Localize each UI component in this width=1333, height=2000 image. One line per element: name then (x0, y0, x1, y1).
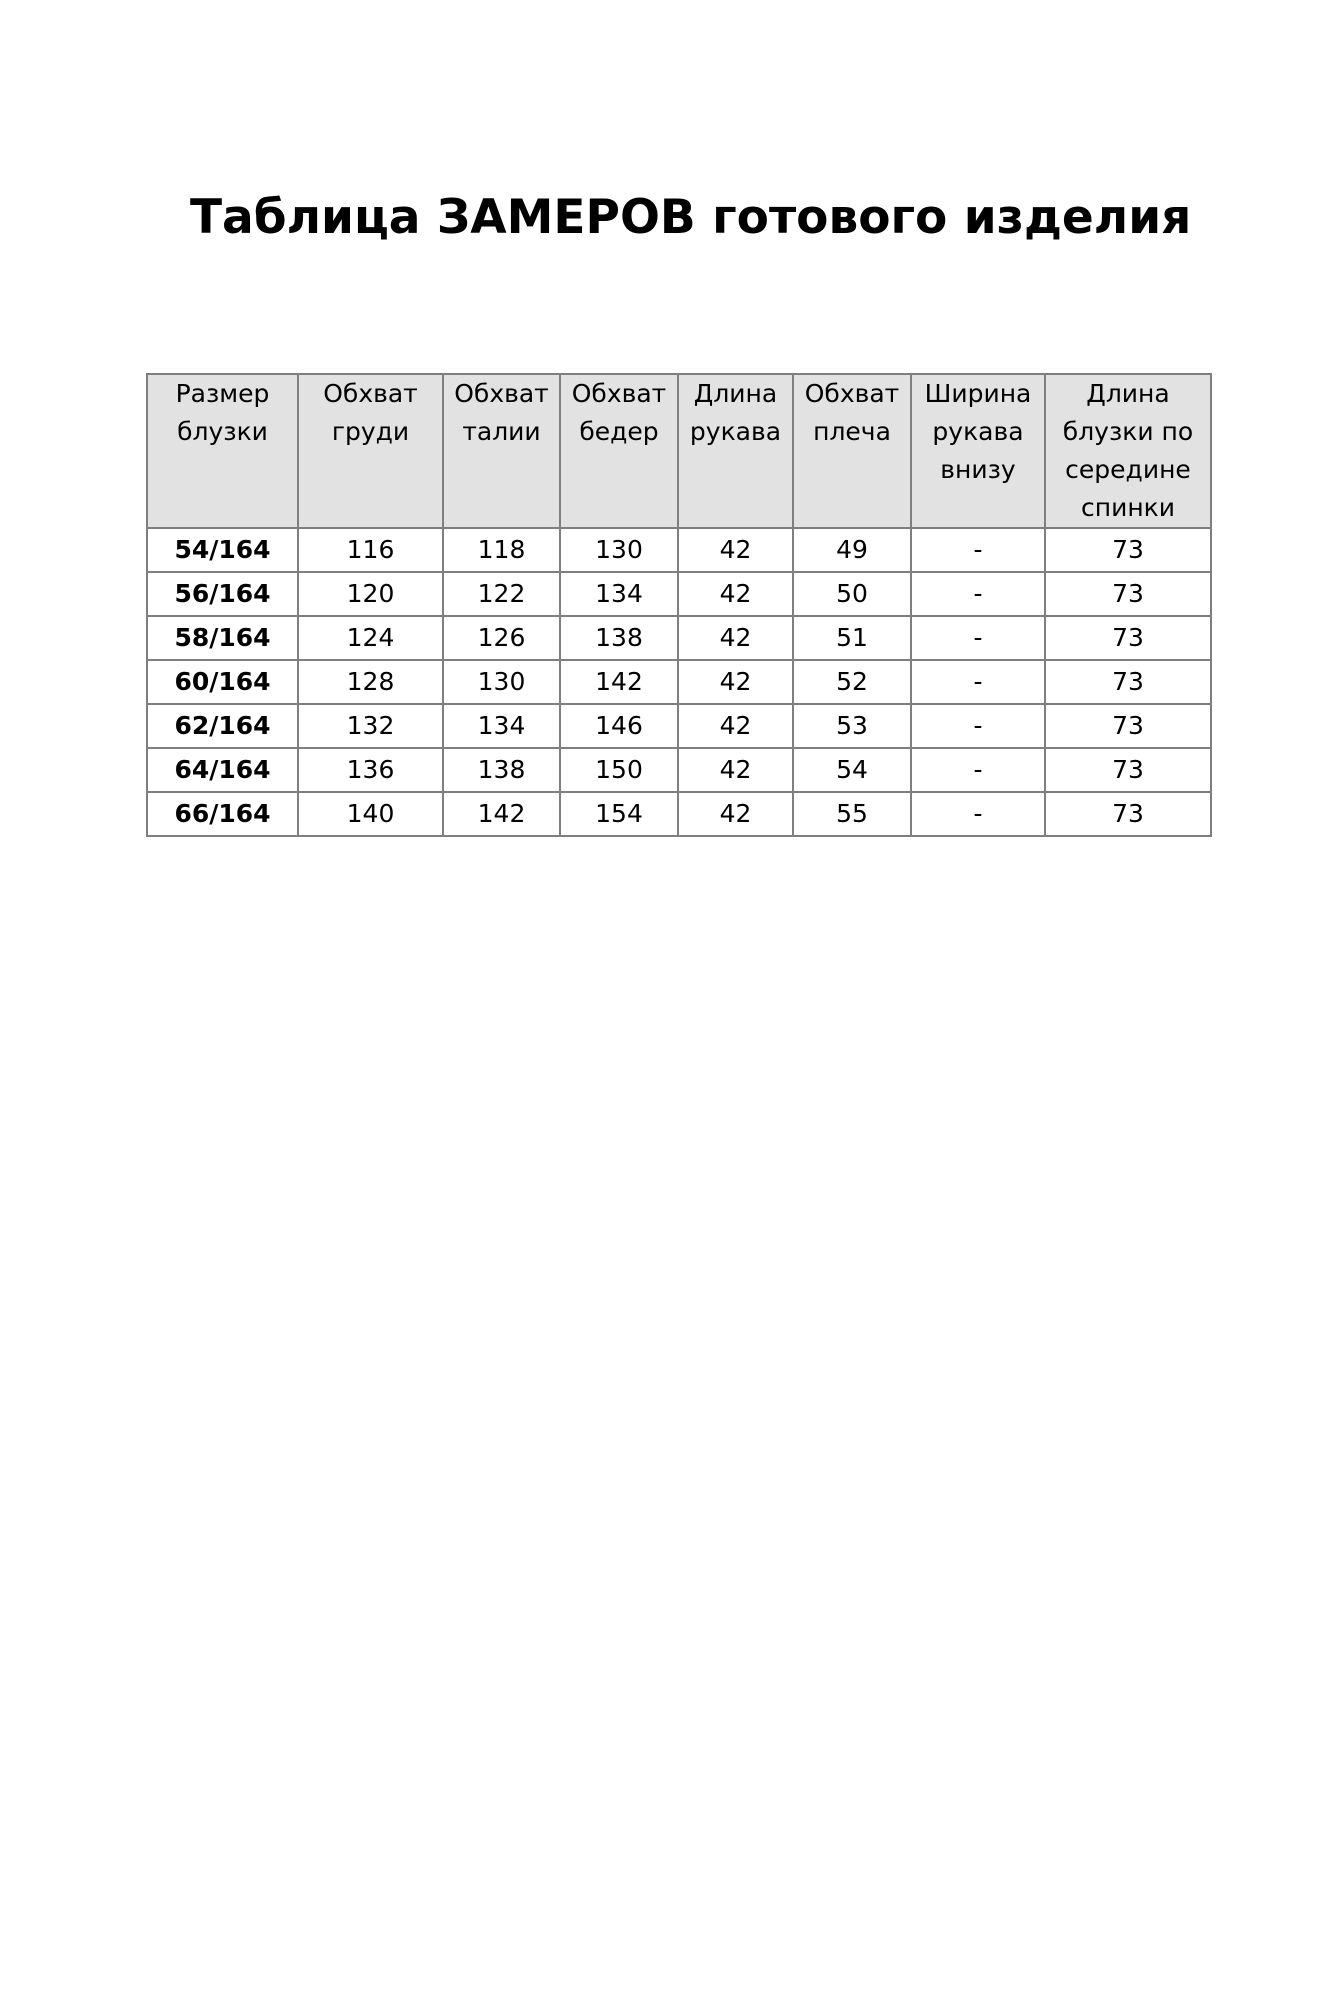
sleeve-width-cell: - (911, 748, 1045, 792)
sleeve-width-cell: - (911, 616, 1045, 660)
size-cell: 54/164 (147, 528, 298, 572)
size-cell: 56/164 (147, 572, 298, 616)
waist-cell: 142 (443, 792, 560, 836)
size-table (146, 373, 1212, 837)
chest-cell: 136 (298, 748, 443, 792)
hips-cell: 138 (560, 616, 678, 660)
header-shoulder: Обхват плеча (793, 374, 911, 528)
chest-cell: 140 (298, 792, 443, 836)
sleeve-length-cell: 42 (678, 792, 793, 836)
back-length-cell: 73 (1045, 616, 1211, 660)
hips-cell: 150 (560, 748, 678, 792)
header-chest: Обхват груди (298, 374, 443, 528)
waist-cell: 138 (443, 748, 560, 792)
table-row (147, 660, 1211, 704)
waist-cell: 126 (443, 616, 560, 660)
header-sleeve-length: Длина рукава (678, 374, 793, 528)
hips-cell: 134 (560, 572, 678, 616)
sleeve-length-cell: 42 (678, 616, 793, 660)
size-cell: 66/164 (147, 792, 298, 836)
sleeve-width-cell: - (911, 660, 1045, 704)
sleeve-length-cell: 42 (678, 748, 793, 792)
sleeve-length-cell: 42 (678, 704, 793, 748)
sleeve-width-cell: - (911, 704, 1045, 748)
header-back-length: Длина блузки по середине спинки (1045, 374, 1211, 528)
back-length-cell: 73 (1045, 660, 1211, 704)
shoulder-cell: 51 (793, 616, 911, 660)
back-length-cell: 73 (1045, 792, 1211, 836)
header-row (147, 374, 1211, 528)
header-sleeve-width: Ширина рукава внизу (911, 374, 1045, 528)
shoulder-cell: 53 (793, 704, 911, 748)
sleeve-length-cell: 42 (678, 660, 793, 704)
waist-cell: 134 (443, 704, 560, 748)
sleeve-width-cell: - (911, 572, 1045, 616)
chest-cell: 120 (298, 572, 443, 616)
chest-cell: 128 (298, 660, 443, 704)
back-length-cell: 73 (1045, 704, 1211, 748)
header-size: Размер блузки (147, 374, 298, 528)
size-cell: 58/164 (147, 616, 298, 660)
table-row (147, 704, 1211, 748)
table-row (147, 528, 1211, 572)
shoulder-cell: 52 (793, 660, 911, 704)
size-cell: 62/164 (147, 704, 298, 748)
table-row (147, 572, 1211, 616)
sleeve-width-cell: - (911, 528, 1045, 572)
page-title: Таблица ЗАМЕРОВ готового изделия (190, 190, 1192, 245)
back-length-cell: 73 (1045, 572, 1211, 616)
shoulder-cell: 50 (793, 572, 911, 616)
table-row (147, 792, 1211, 836)
size-cell: 64/164 (147, 748, 298, 792)
shoulder-cell: 54 (793, 748, 911, 792)
sleeve-length-cell: 42 (678, 572, 793, 616)
size-cell: 60/164 (147, 660, 298, 704)
hips-cell: 130 (560, 528, 678, 572)
waist-cell: 118 (443, 528, 560, 572)
sleeve-width-cell: - (911, 792, 1045, 836)
back-length-cell: 73 (1045, 748, 1211, 792)
table-row (147, 748, 1211, 792)
shoulder-cell: 55 (793, 792, 911, 836)
hips-cell: 146 (560, 704, 678, 748)
header-waist: Обхват талии (443, 374, 560, 528)
shoulder-cell: 49 (793, 528, 911, 572)
table-row (147, 616, 1211, 660)
sleeve-length-cell: 42 (678, 528, 793, 572)
waist-cell: 130 (443, 660, 560, 704)
chest-cell: 132 (298, 704, 443, 748)
chest-cell: 116 (298, 528, 443, 572)
chest-cell: 124 (298, 616, 443, 660)
waist-cell: 122 (443, 572, 560, 616)
back-length-cell: 73 (1045, 528, 1211, 572)
hips-cell: 142 (560, 660, 678, 704)
hips-cell: 154 (560, 792, 678, 836)
header-hips: Обхват бедер (560, 374, 678, 528)
